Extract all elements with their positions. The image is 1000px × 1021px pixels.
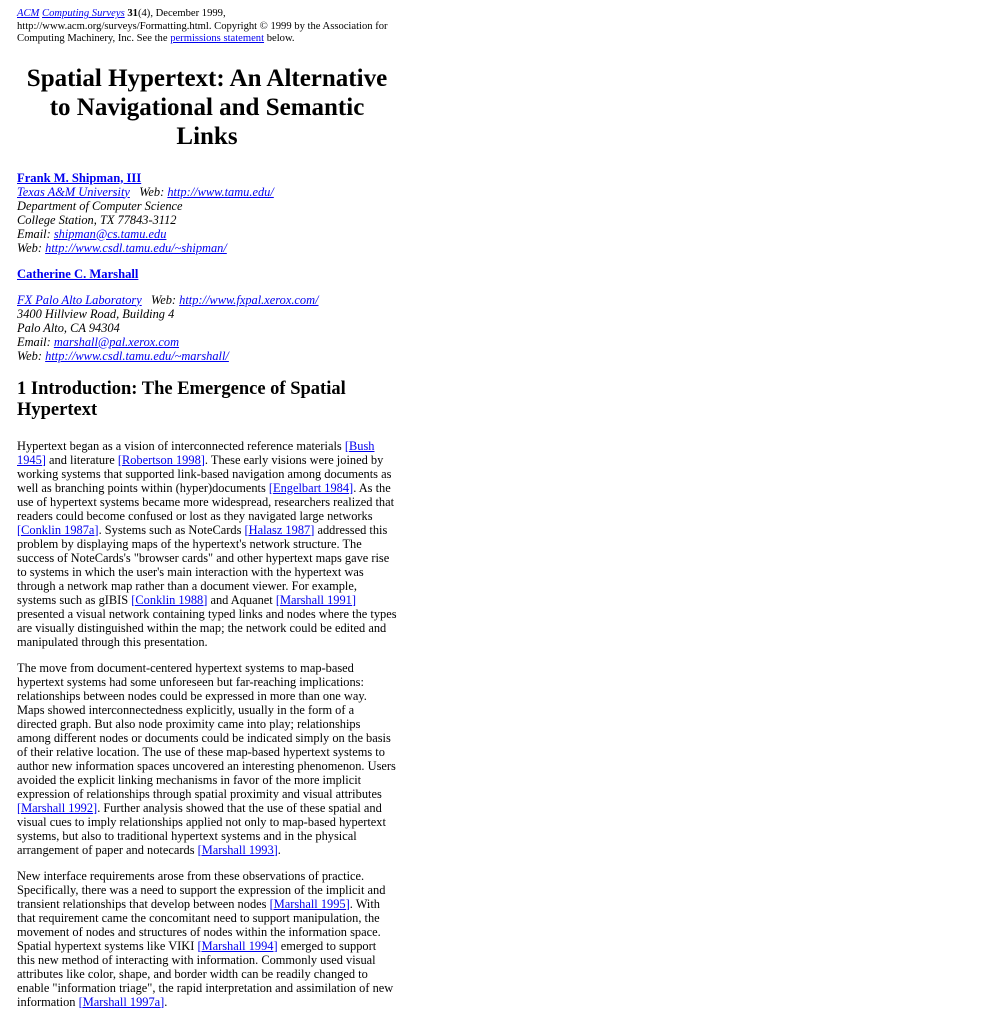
issue-date: (4), December 1999, [137, 8, 226, 19]
permissions-link[interactable]: permissions statement [170, 33, 265, 44]
paragraph-text: . [277, 842, 281, 857]
paragraph-text: . As the use of hypertext systems became more widespread, researchers realized that readers could become confused or lost as they navigated large networks [17, 480, 395, 523]
paragraph-text: presented a visual network containing typed links and nodes where the types are visually distinguished within the map; the network could be edited and manipulated through this presentation. [17, 606, 397, 649]
citation-link[interactable]: [Marshall 1995] [269, 896, 350, 911]
citation-link[interactable]: [Bush 1945] [17, 438, 375, 467]
page-title: Spatial Hypertext: An Alternative to Navigational and Semantic Links [26, 64, 388, 150]
author-block [17, 171, 397, 255]
affiliation-web-label: Web: [139, 184, 165, 199]
header-url-line: http://www.acm.org/surveys/Formatting.html. Copyright © 1999 by the Association for [17, 20, 388, 32]
paragraph-text: New interface requirements arose from these observations of practice. Specifically, there was a need to support the expression of the implicit and transient relationships that develop between nodes [17, 868, 386, 911]
acm-link[interactable]: ACM [17, 8, 40, 19]
author-name-link[interactable]: Catherine C. Marshall [17, 266, 139, 281]
affiliation-web-label: Web: [151, 292, 177, 307]
affiliation-link[interactable]: FX Palo Alto Laboratory [17, 292, 142, 307]
web-label: Web: [17, 348, 43, 363]
paragraph-text: . Systems such as NoteCards [98, 522, 245, 537]
citation-link[interactable]: [Robertson 1998] [117, 452, 205, 467]
homepage-link[interactable]: http://www.csdl.tamu.edu/~shipman/ [45, 240, 227, 255]
paragraph-text: addressed this problem by displaying maps of the hypertext's network structure. The success of NoteCards's "browser cards" and other hypertext maps gave rise to systems in which the user's main interaction with the hypertext was through a network map rather than a document viewer. For example, systems such as gIBIS [17, 522, 390, 607]
address-line-1: Department of Computer Science [17, 198, 183, 213]
paragraph [17, 869, 397, 1009]
affiliation-web-link[interactable]: http://www.fxpal.xerox.com/ [179, 292, 319, 307]
citation-link[interactable]: [Marshall 1992] [17, 800, 98, 815]
author-block [17, 267, 397, 363]
header-see-text: Computing Machinery, Inc. See the [17, 33, 168, 44]
citation-link[interactable]: [Conklin 1987a] [17, 522, 99, 537]
affiliation-link[interactable]: Texas A&M University [17, 184, 130, 199]
citation-link[interactable]: [Marshall 1997a] [78, 994, 165, 1009]
paragraph-text: and Aquanet [207, 592, 276, 607]
citation-link[interactable]: [Conklin 1988] [131, 592, 208, 607]
paragraph-text: . These early visions were joined by working systems that supported link-based navigation among documents as well as branching points within (hyper)documents [17, 452, 392, 495]
paragraph-text: . With that requirement came the concomitant need to support manipulation, the movement of nodes and structures of nodes within the information space. Spatial hypertext systems like VIKI [17, 896, 381, 953]
email-label: Email: [17, 226, 51, 241]
paragraph-text: The move from document-centered hypertext systems to map-based hypertext systems had some unforeseen but far-reaching implications: relationships between nodes could be expressed in more than one way. Maps showed interconnectedness explicitly, usually in the form of a directed graph. But also node proximity came into play; relationships among different nodes or documents could be indicated simply on the basis of their relative location. The use of these map-based hypertext systems to author new information spaces uncovered an interesting phenomenon. Users avoided the explicit linking mechanisms in favor of the more implicit expression of relationships through spatial proximity and visual attributes [17, 660, 396, 801]
email-link[interactable]: shipman@cs.tamu.edu [53, 226, 167, 241]
paragraph-text: emerged to support this new method of interacting with information. Commonly used visual attributes like color, shape, and border width can be readily changed to enable "information triage", the rapid interpretation and assimilation of new information [17, 938, 394, 1009]
author-name-link[interactable]: Frank M. Shipman, III [17, 170, 142, 185]
paragraph-text: Hypertext began as a vision of interconnected reference materials [17, 438, 345, 453]
homepage-link[interactable]: http://www.csdl.tamu.edu/~marshall/ [45, 348, 229, 363]
citation-link[interactable]: [Marshall 1993] [197, 842, 278, 857]
email-link[interactable]: marshall@pal.xerox.com [53, 334, 180, 349]
web-label: Web: [17, 240, 43, 255]
document-page [17, 8, 397, 1021]
address-line-2: College Station, TX 77843-3112 [17, 212, 177, 227]
citation-link[interactable]: [Halasz 1987] [244, 522, 315, 537]
volume-number: 31 [127, 8, 138, 19]
address-line-1: 3400 Hillview Road, Building 4 [17, 306, 175, 321]
citation-link[interactable]: [Marshall 1994] [197, 938, 278, 953]
address-line-2: Palo Alto, CA 94304 [17, 320, 120, 335]
paragraph [17, 661, 397, 857]
citation-header [17, 8, 397, 46]
citation-link[interactable]: [Marshall 1991] [275, 592, 357, 607]
journal-link[interactable]: Computing Surveys [42, 8, 125, 19]
email-label: Email: [17, 334, 51, 349]
paragraph-text: . Further analysis showed that the use of these spatial and visual cues to imply relationships applied not only to map-based hypertext systems, but also to traditional hypertext systems and in the physical arrangement of paper and notecards [17, 800, 386, 857]
header-below-text: below. [266, 33, 295, 44]
affiliation-web-link[interactable]: http://www.tamu.edu/ [167, 184, 274, 199]
paragraph-text: and literature [45, 452, 118, 467]
citation-link[interactable]: [Engelbart 1984] [268, 480, 354, 495]
paragraph [17, 439, 397, 649]
paragraph-text: . [164, 994, 168, 1009]
section-heading: 1 Introduction: The Emergence of Spatial Hypertext [17, 378, 346, 420]
